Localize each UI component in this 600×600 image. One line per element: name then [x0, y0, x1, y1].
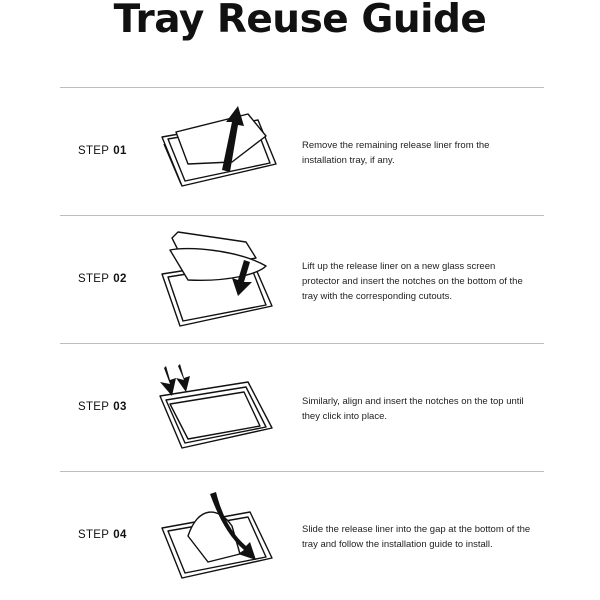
step-description: Slide the release liner into the gap at the bottom of the tray and follow the installation guide to install.	[302, 524, 531, 550]
step-02	[60, 216, 544, 344]
step-word: STEP	[78, 401, 110, 413]
step-description: Similarly, align and insert the notches on the top until they click into place.	[302, 396, 524, 422]
step-word: STEP	[78, 273, 110, 285]
step-04	[60, 472, 544, 600]
step-label	[78, 401, 127, 413]
step-number: 02	[113, 273, 127, 285]
step-label	[78, 273, 127, 285]
tray-insert-top-illustration	[148, 348, 288, 468]
page-title: Tray Reuse Guide	[113, 0, 487, 42]
tray-insert-bottom-illustration	[148, 220, 288, 340]
step-label	[78, 529, 127, 541]
step-03	[60, 344, 544, 472]
step-label	[78, 145, 127, 157]
tray-slide-liner-illustration	[148, 476, 288, 596]
arrow-down-icon	[160, 366, 176, 396]
step-number: 01	[113, 145, 127, 157]
step-description: Lift up the release liner on a new glass screen protector and insert the notches on the bottom of the tray with the corresponding cutouts.	[302, 261, 523, 302]
tray-remove-liner-illustration	[148, 92, 288, 212]
step-word: STEP	[78, 529, 110, 541]
step-description: Remove the remaining release liner from the installation tray, if any.	[302, 140, 490, 166]
step-01	[60, 88, 544, 216]
step-number: 04	[113, 529, 127, 541]
step-number: 03	[113, 401, 127, 413]
arrow-down-icon	[176, 364, 190, 392]
step-word: STEP	[78, 145, 110, 157]
